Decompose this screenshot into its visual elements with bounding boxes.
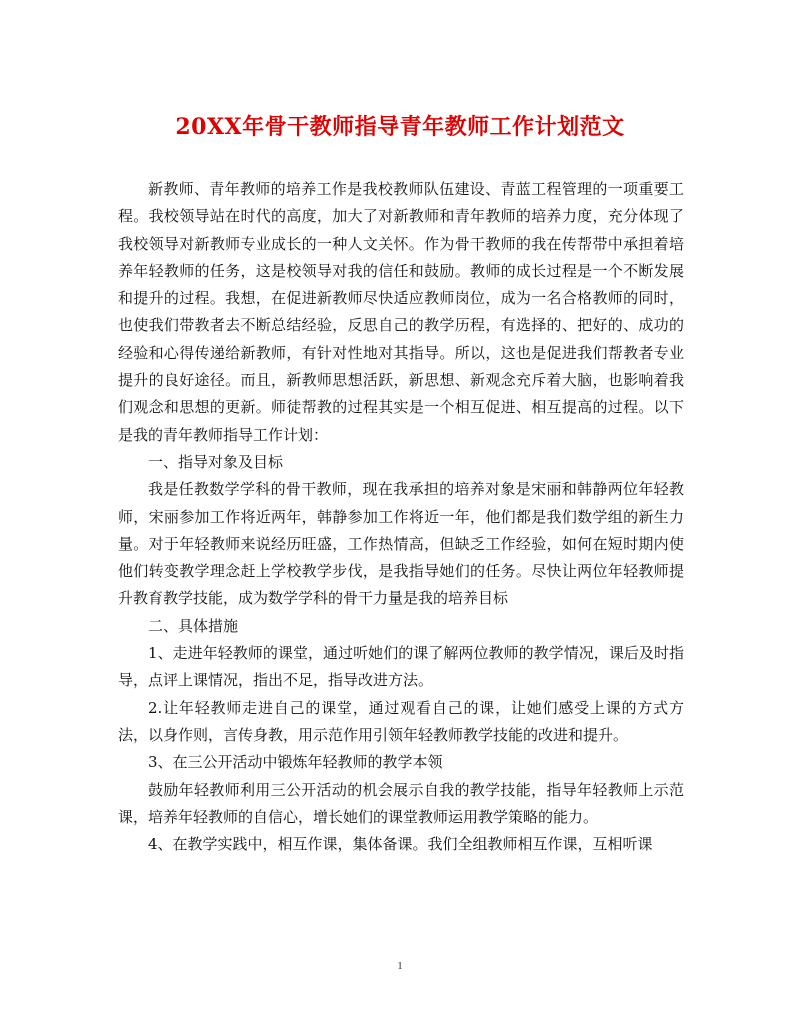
page-number: 1 bbox=[397, 960, 403, 972]
paragraph-measure-3: 鼓励年轻教师利用三公开活动的机会展示自我的教学技能，指导年轻教师上示范课，培养年轻教师的自信心，增长她们的课堂教师运用教学策略的能力。 bbox=[118, 780, 684, 826]
paragraph-intro: 新教师、青年教师的培养工作是我校教师队伍建设、青蓝工程管理的一项重要工程。我校领导站在时代的高度，加大了对新教师和青年教师的培养力度，充分体现了我校领导对新教师专业成长的一种人文关怀。作为骨干教师的我在传帮带中承担着培养年轻教师的任务，这是校领导对我的信任和鼓励。教师的成长过程是一个不断发展和提升的过程。我想，在促进新教师尽快适应教师岗位，成为一名合格教师的同时，也使我们带教者去不断总结经验，反思自己的教学历程，有选择的、把好的、成功的经验和心得传递给新教师，有针对性地对其指导。所以，这也是促进我们帮教者专业提升的良好途径。而且，新教师思想活跃，新思想、新观念充斥着大脑，也影响着我们观念和思想的更新。师徒帮教的过程其实是一个相互促进、相互提高的过程。以下是我的青年教师指导工作计划： bbox=[118, 180, 684, 444]
section-heading-2: 二、具体措施 bbox=[148, 616, 239, 635]
paragraph-measure-2: 2.让年轻教师走进自己的课堂，通过观看自己的课，让她们感受上课的方式方法，以身作则，言传身教，用示范作用引领年轻教师教学技能的改进和提升。 bbox=[118, 698, 684, 744]
document-title: 20XX年骨干教师指导青年教师工作计划范文 bbox=[175, 114, 625, 140]
paragraph-measure-3-heading: 3、在三公开活动中锻炼年轻教师的教学本领 bbox=[148, 753, 443, 772]
paragraph-measure-1: 1、走进年轻教师的课堂，通过听她们的课了解两位教师的教学情况，课后及时指导，点评上课情况，指出不足，指导改进方法。 bbox=[118, 644, 684, 690]
section-heading-1: 一、指导对象及目标 bbox=[148, 452, 284, 471]
paragraph-measure-4: 4、在教学实践中，相互作课，集体备课。我们全组教师相互作课，互相听课 bbox=[148, 835, 653, 854]
paragraph-targets: 我是任教数学学科的骨干教师，现在我承担的培养对象是宋丽和韩静两位年轻教师，宋丽参加工作将近两年，韩静参加工作将近一年，他们都是我们数学组的新生力量。对于年轻教师来说经历旺盛，工作热情高，但缺乏工作经验，如何在短时期内使他们转变教学理念赶上学校教学步伐，是我指导她们的任务。尽快让两位年轻教师提升教育教学技能，成为数学学科的骨干力量是我的培养目标 bbox=[118, 480, 684, 608]
document-body bbox=[118, 176, 684, 858]
